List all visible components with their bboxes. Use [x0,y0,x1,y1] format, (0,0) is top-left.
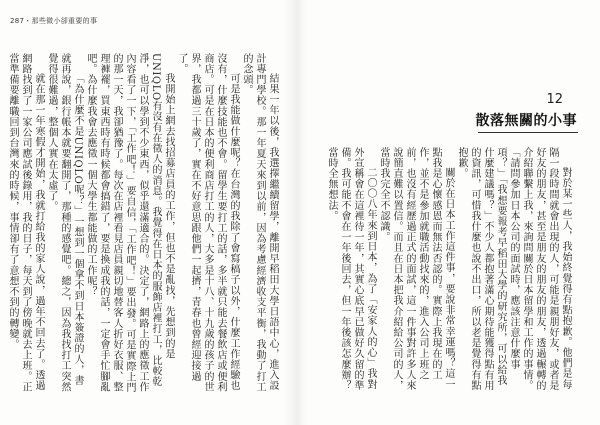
paragraph: 結果一年以後，我選擇繼續留學，離開早稻田大學日語中心，進入設計專門學校。那一年夏天來到以前，因為考慮經濟收支平衡，我動了打工的念頭。 [241,53,278,393]
book-gutter [283,0,309,425]
chapter-number: 12 [546,92,563,107]
left-page-body [9,53,279,395]
paragraph: 二〇〇八年來到日本，為了「安家人的心」我對外宣稱會在這裡待一年，其實心底早已做好久留的準備。我可能不會在一年後回去，但一年後該怎麼辦？當時全無想法。 [326,147,376,391]
paragraph: 我開始上網去找招募店員的工作，但也不是亂找，先想到的是UNIQLO有沒有在徵人的消息。我覺得在日本的服飾店裡打工，比較乾淨，也可以學到不少東西，似乎還滿適合的。決定了，網路上的應徵工作內容看了一下，「工作吧！」要自信，「工作吧！」要出發。可是實際上門的那一天，我卻猶豫了。每次在店裡看見店員親切地替客人折好衣服、整理褲襬，買東西時有時候都會搞錯了，要是換成我的話，一定會手忙腳亂吧。為什麼我會去應徵一個大學生都能做的工作呢？ [85,53,174,393]
title-rule [478,132,578,133]
paragraph: 關於在日本工作這件事，要說非常幸運嗎？這一點我是心懷感恩而無法否認的。實際上我現在的工作，並不是參加就職活動找來的，進入公司上班之前，也沒有經歷過正式的面試，這一件事對許多人來說簡直難以置信。而且在日本把我介紹給公司的人，當時我完全不認識。 [378,147,454,391]
right-page-body [326,147,572,393]
paragraph: 就在那一年寒假才開始，我就打給我的家人說，過年不回去了。透過網路找到了一家公司應試後錄用，我的日子，每天到了傍晚就去上班。正當準備要離職回到台灣來的時候，事情卻有了意想不到的轉變。 [7,53,44,393]
paragraph: 可是我能做什麼呢？在台灣的我除了會寫稿子以外，什麼工作經驗也沒有，什麼技能也不會。留學生要打工的話，多半就只能去餐飲店或便利商店。可是在日本的便利商店打工的人，大多是十八、十九歲的孩子的世界，我都過三十歲了，實在不好意思跟他們一起擠，青春也曾經迎接過了。 [176,53,239,393]
paragraph: 「為什麼不是UNIQLO呢？」一想到一個拿不到日本簽證的人，書就再說，銀行帳本就要翻開了，那種的感覺吧。總之，因為我找打工突然覺得很難過，整個人實在太虛了。 [46,53,83,393]
running-head: 287・那些微小卻重要的事 [10,17,98,25]
paragraph: 對於某一些人，我始終覺得有點抱歉。他們是每隔一段時間就會出現的人，可能是親朋好友，或者是好友的朋友，甚至是朋友的朋友的朋友，透過輾轉的介紹聯繫上我，來詢問關於日本留學和工作的事情。「請問參加日本公司的面試時，應該注意什麼事項？」「我想要報考早稻田大學的研究所，可以給我什麼建議嗎？」不少人都抱著滿心期待能獲得點有用的資訊，可惜我什麼也說不出口，所以老是覺得有點抱歉。 [456,147,571,391]
chapter-title: 散落無關的小事 [475,113,577,129]
